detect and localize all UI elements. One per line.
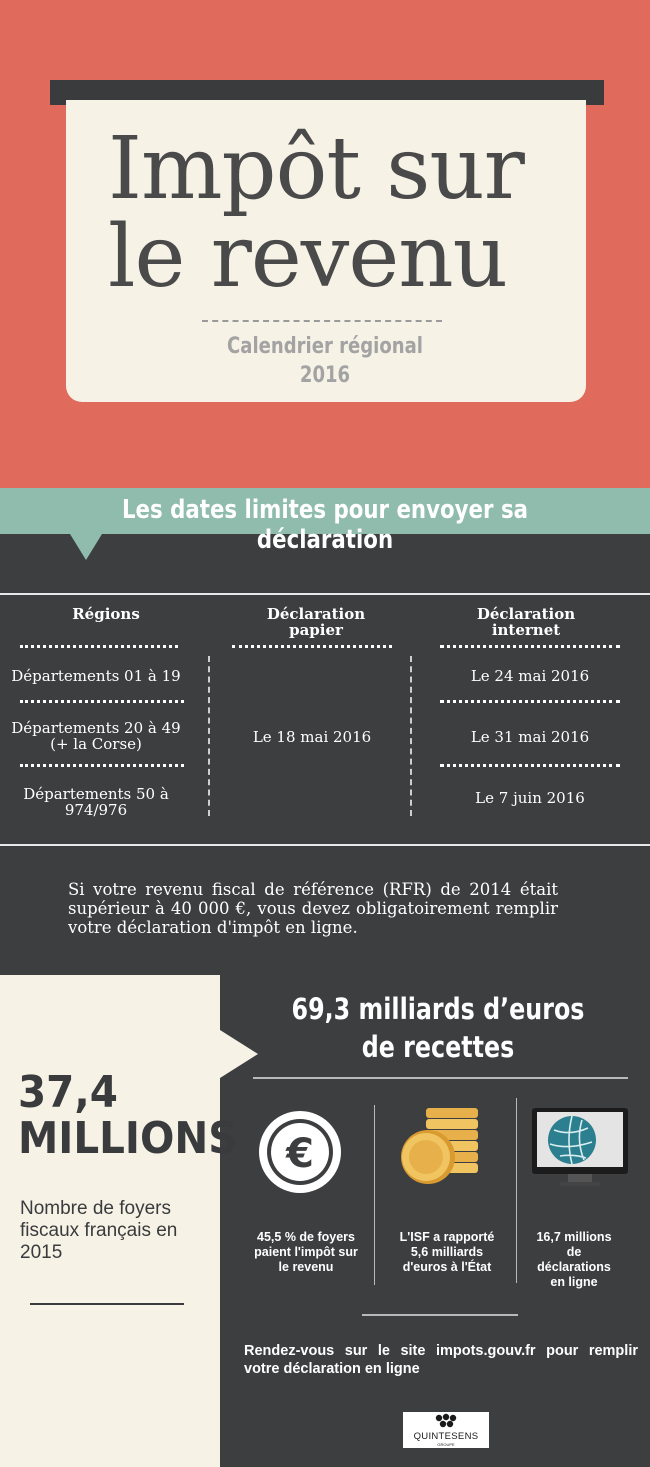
banner-pointer: [70, 534, 102, 560]
foyers-number: [18, 1067, 238, 1164]
foyers-rule: [30, 1303, 184, 1305]
coin-stack-icon: [398, 1105, 482, 1189]
paper-date: Le 18 mai 2016: [252, 728, 372, 746]
internet-row-rule-1: [440, 700, 620, 703]
stat-caption-foyers: 45,5 % de foyers paient l'impôt sur le revenu: [254, 1230, 358, 1274]
title-line-1: Impôt sur: [108, 119, 524, 219]
svg-text:€: €: [286, 1131, 314, 1177]
computer-monitor-icon: [530, 1106, 630, 1190]
notice-text: Si votre revenu fiscal de référence (RFR) de 2014 était supérieur à 40 000 €, vous devez obligatoirement remplir votre déclaration d'impôt en ligne.: [68, 880, 558, 937]
header-paper: Déclaration papier: [266, 605, 366, 639]
title-divider: [202, 320, 442, 322]
region-row-2: Départements 20 à 49 (+ la Corse): [11, 719, 181, 753]
subtitle-line-2: 2016: [299, 363, 351, 388]
column-divider-2: [410, 656, 412, 816]
logo-mark-icon: [403, 1412, 489, 1432]
stat-caption-isf: L'ISF a rapporté 5,6 milliards d'euros à l'État: [399, 1230, 495, 1274]
region-row-1: Départements 01 à 19: [11, 667, 181, 685]
region-row-rule-1: [20, 700, 184, 703]
euro-coin-icon: [258, 1110, 342, 1194]
internet-row-rule-2: [440, 764, 620, 767]
foyers-number-line-1: 37,4: [18, 1067, 118, 1118]
stats-divider-2: [516, 1098, 517, 1283]
foyers-number-line-2: MILLIONS: [18, 1113, 238, 1164]
banner-text: Les dates limites pour envoyer sa déclaration: [121, 495, 529, 555]
page-title: [108, 119, 578, 307]
region-row-3: Départements 50 à 974/976: [23, 785, 169, 819]
recettes-headline: 69,3 milliards d’euros de recettes: [291, 992, 585, 1064]
internet-date-3: Le 7 juin 2016: [475, 789, 585, 807]
footer-rule: [362, 1314, 518, 1316]
stats-divider-1: [374, 1105, 375, 1285]
logo-subtitle: GROUPE: [437, 1442, 455, 1447]
internet-date-2: Le 31 mai 2016: [470, 728, 590, 746]
subtitle-line-1: Calendrier régional: [227, 334, 423, 359]
region-row-rule-2: [20, 764, 184, 767]
table-top-rule: [0, 593, 650, 595]
stat-caption-declarations: 16,7 millions de déclarations en ligne: [536, 1230, 612, 1289]
header-internet: Déclaration internet: [476, 605, 576, 639]
header-regions: Régions: [72, 605, 140, 623]
logo-name: QUINTESENS: [413, 1431, 479, 1442]
internet-date-1: Le 24 mai 2016: [470, 667, 590, 685]
paper-header-rule: [232, 645, 392, 648]
foyers-caption: Nombre de foyers fiscaux français en 2015: [20, 1198, 178, 1263]
subtitle: [206, 332, 444, 390]
title-line-2: le revenu: [108, 207, 507, 307]
recettes-rule: [253, 1077, 628, 1079]
footer-text: Rendez-vous sur le site impots.gouv.fr pour remplir votre déclaration en ligne: [244, 1343, 638, 1377]
internet-header-rule: [440, 645, 620, 648]
panel-pointer: [220, 1030, 258, 1078]
regions-header-rule: [20, 645, 178, 648]
table-bottom-rule: [0, 844, 650, 846]
column-divider-1: [208, 656, 210, 816]
